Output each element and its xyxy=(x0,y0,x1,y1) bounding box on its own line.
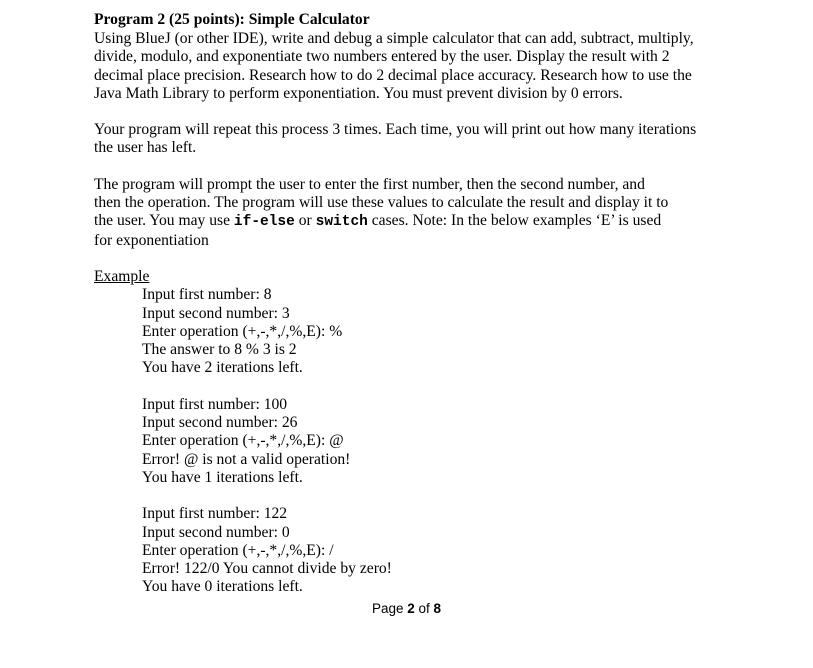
paragraph-gap xyxy=(94,158,774,176)
text-line: for exponentiation xyxy=(94,231,209,249)
code-if-else: if-else xyxy=(233,214,295,231)
example-line: You have 0 iterations left. xyxy=(142,578,303,596)
page-word: Page xyxy=(371,601,404,616)
text-line-with-code xyxy=(94,212,774,231)
paragraph-gap xyxy=(94,250,774,268)
repeat-paragraph xyxy=(94,121,774,158)
text-line: Using BlueJ (or other IDE), write and debug a simple calculator that can add, subtract, multiply, xyxy=(94,30,694,47)
text-fragment: the user. You may use xyxy=(94,212,234,230)
example-line: Input second number: 0 xyxy=(142,523,290,541)
of-word: of xyxy=(418,601,430,616)
example-line: Enter operation (+,-,*,/,%,E): @ xyxy=(142,432,344,450)
example-line: You have 2 iterations left. xyxy=(142,359,303,377)
example-line: Input second number: 3 xyxy=(142,304,290,322)
total-pages: 8 xyxy=(433,601,442,616)
example-line: Error! @ is not a valid operation! xyxy=(142,450,351,468)
example-line: Enter operation (+,-,*,/,%,E): % xyxy=(142,322,343,340)
example-line: You have 1 iterations left. xyxy=(142,468,303,486)
current-page: 2 xyxy=(407,601,415,616)
text-line: Your program will repeat this process 3 times. Each time, you will print out how many iterations xyxy=(94,121,697,139)
example-gap xyxy=(142,378,774,396)
example-line: Input second number: 26 xyxy=(142,414,298,432)
example-gap xyxy=(142,487,774,505)
example-heading: Example xyxy=(94,267,150,285)
text-line: then the operation. The program will use these values to calculate the result and display it to xyxy=(94,194,669,212)
prompt-paragraph xyxy=(94,176,774,250)
text-line: The program will prompt the user to enter the first number, then the second number, and xyxy=(94,175,645,193)
intro-paragraph xyxy=(94,30,774,103)
example-section xyxy=(94,268,774,597)
text-line: Java Math Library to perform exponentiation. You must prevent division by 0 errors. xyxy=(94,84,623,102)
page-footer xyxy=(0,600,813,618)
example-line: The answer to 8 % 3 is 2 xyxy=(142,341,297,359)
text-line: decimal place precision. Research how to do 2 decimal place accuracy. Research how to use the xyxy=(94,66,692,84)
example-line: Enter operation (+,-,*,/,%,E): / xyxy=(142,541,334,559)
example-line: Error! 122/0 You cannot divide by zero! xyxy=(142,560,392,578)
example-run-2 xyxy=(142,396,774,487)
text-fragment: or xyxy=(294,212,316,230)
example-run-3 xyxy=(142,505,774,596)
text-fragment: cases. Note: In the below examples ‘E’ is used xyxy=(367,212,662,230)
page-title: Program 2 (25 points): Simple Calculator xyxy=(94,11,370,28)
example-line: Input first number: 100 xyxy=(142,395,288,413)
document-body xyxy=(94,10,774,597)
text-line: divide, modulo, and exponentiate two numbers entered by the user. Display the result with 2 xyxy=(94,48,670,66)
code-switch: switch xyxy=(315,214,368,231)
page-number xyxy=(372,600,441,618)
text-line: the user has left. xyxy=(94,139,197,157)
example-line: Input first number: 8 xyxy=(142,286,272,304)
example-output xyxy=(142,286,774,596)
example-run-1 xyxy=(142,286,774,377)
paragraph-gap xyxy=(94,103,774,121)
example-line: Input first number: 122 xyxy=(142,505,288,523)
